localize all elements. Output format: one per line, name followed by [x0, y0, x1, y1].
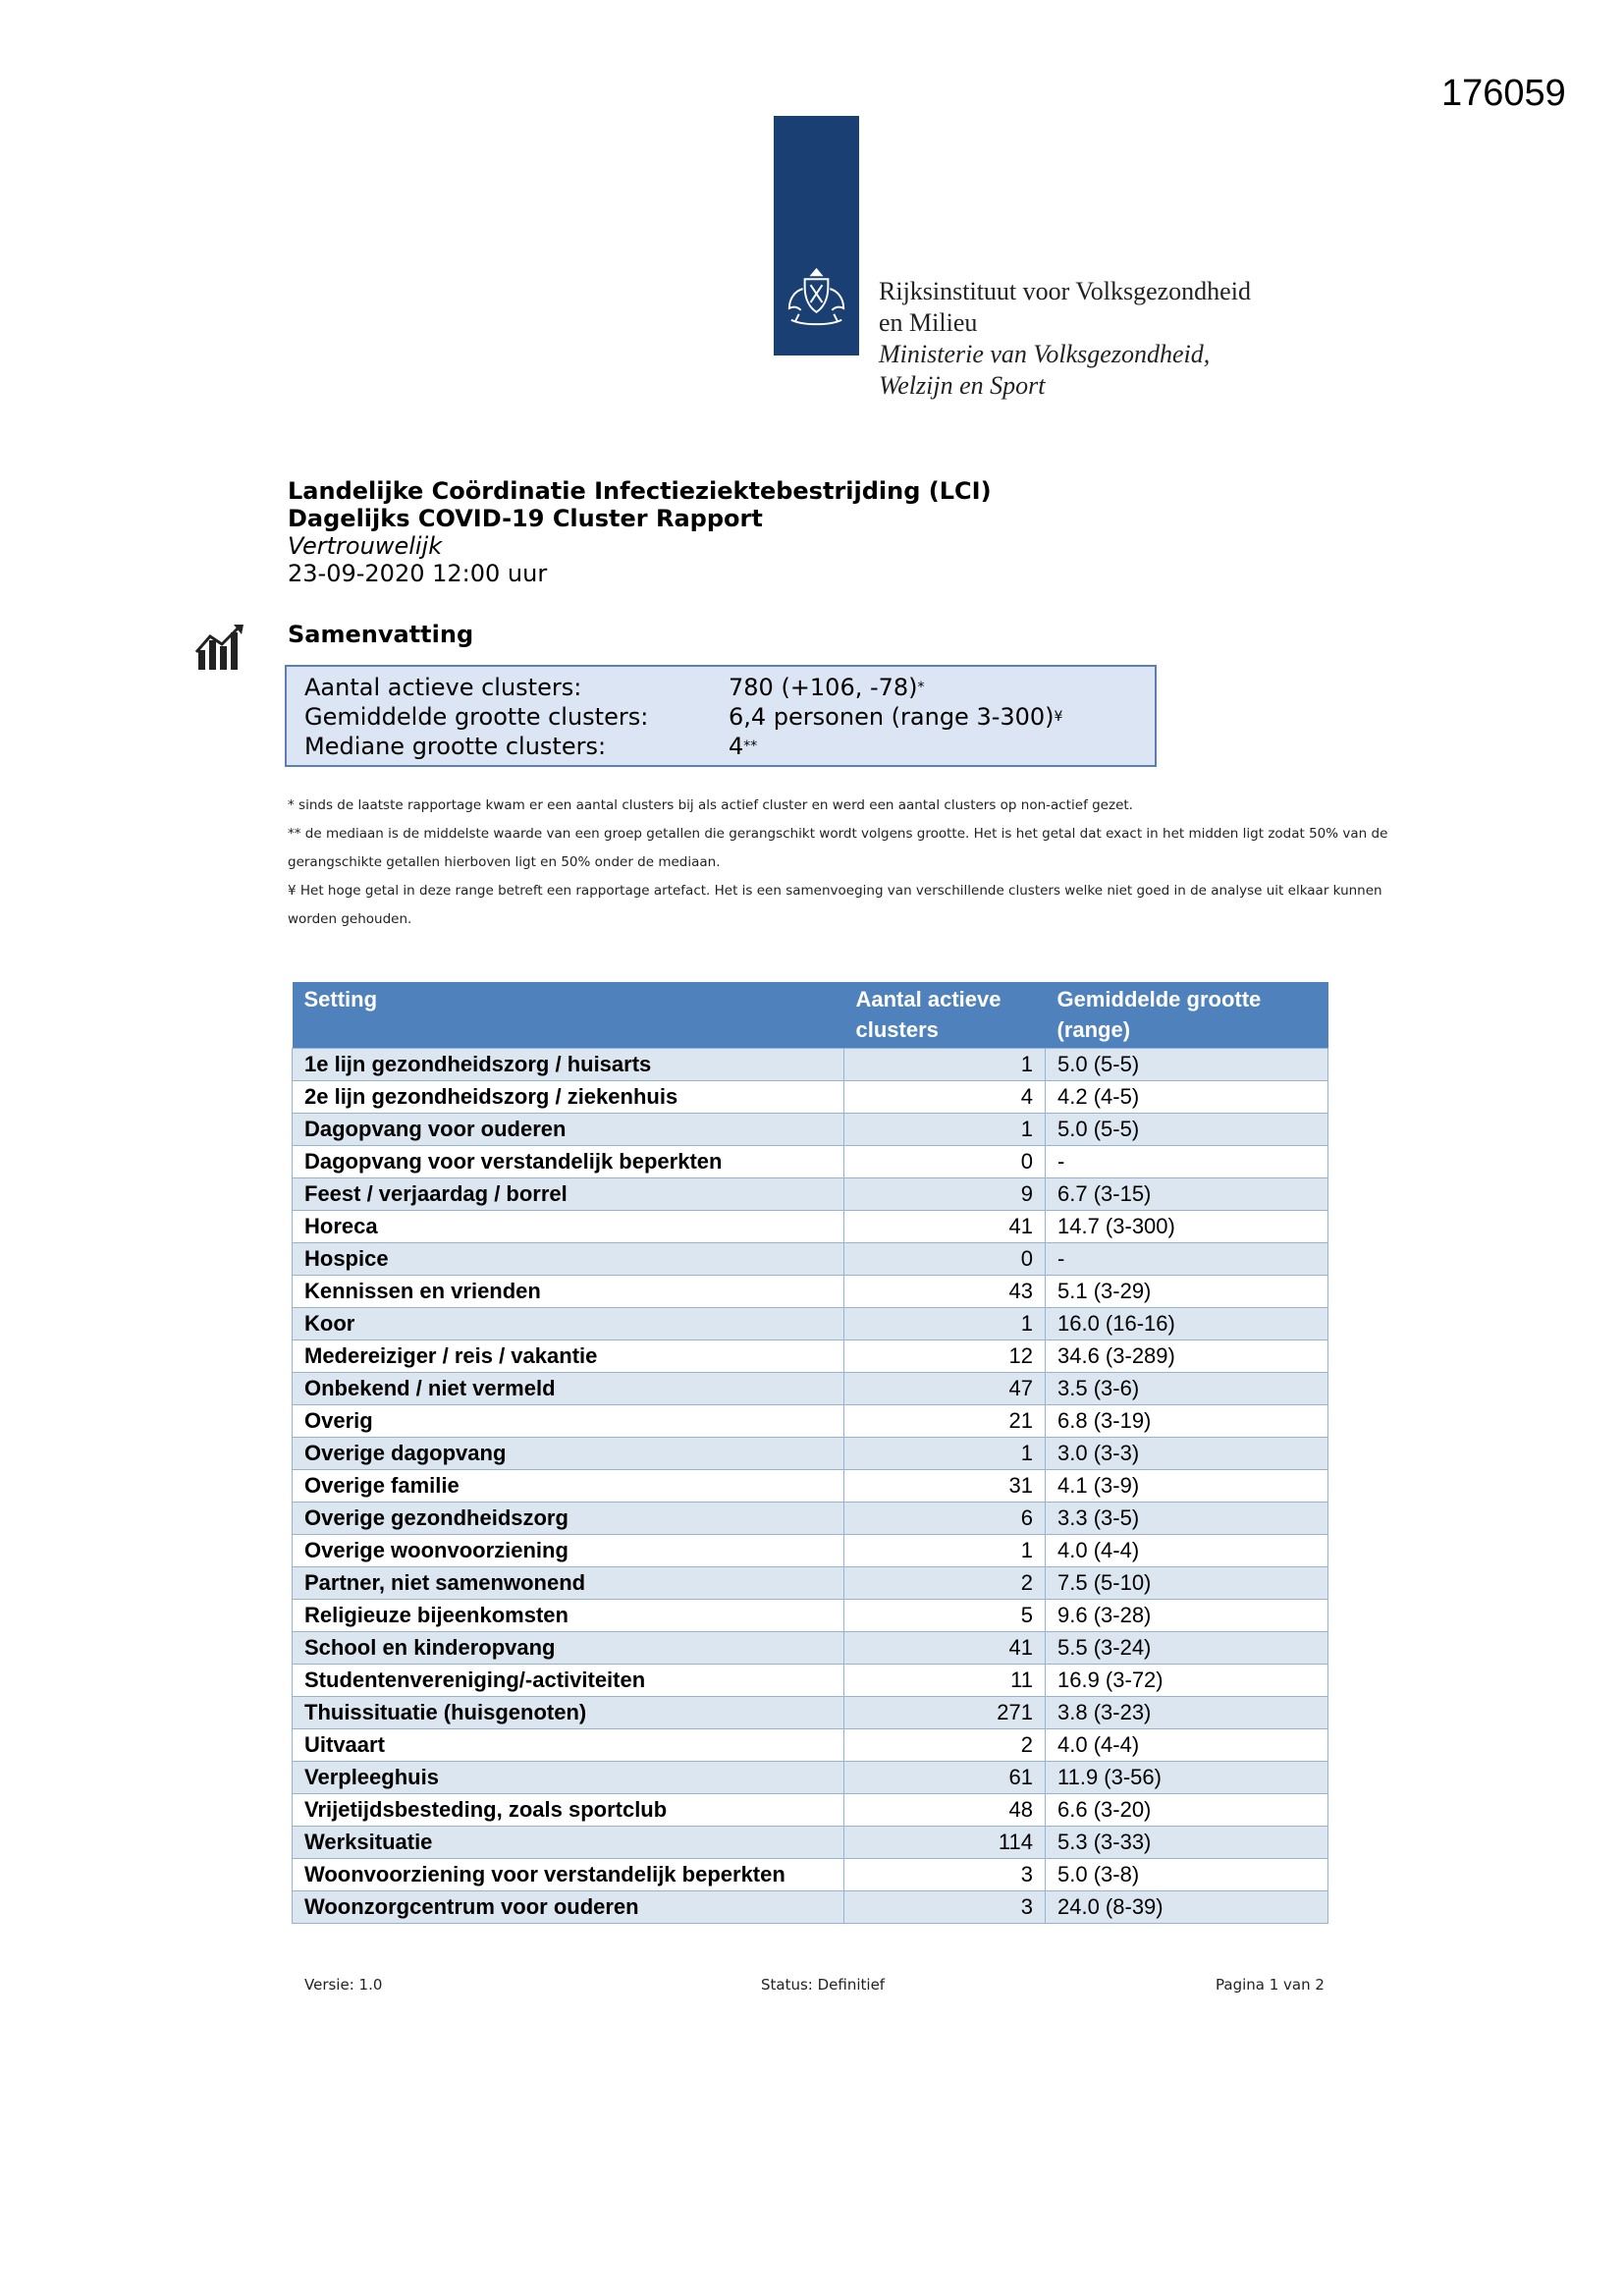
active-clusters-cell: 1	[844, 1114, 1046, 1146]
summary-value-text: 4	[729, 733, 744, 760]
footnotes	[288, 792, 1427, 934]
footnote-mark: *	[917, 680, 925, 695]
mean-size-cell: 24.0 (8-39)	[1046, 1891, 1328, 1924]
table-body	[293, 1049, 1328, 1924]
footnote-mark: ¥	[1054, 709, 1063, 725]
setting-cell: Overige gezondheidszorg	[293, 1503, 844, 1535]
table-row	[293, 1243, 1328, 1276]
report-title: Landelijke Coördinatie Infectieziektebestrijding (LCI)	[288, 477, 992, 505]
setting-cell: Woonvoorziening voor verstandelijk beperkten	[293, 1859, 844, 1891]
setting-cell: Overige dagopvang	[293, 1438, 844, 1470]
header-mean-size: Gemiddelde grootte (range)	[1046, 982, 1328, 1049]
active-clusters-cell: 1	[844, 1535, 1046, 1567]
mean-size-cell: 34.6 (3-289)	[1046, 1340, 1328, 1373]
table-row	[293, 1081, 1328, 1114]
table-row	[293, 1211, 1328, 1243]
active-clusters-cell: 0	[844, 1146, 1046, 1178]
setting-cell: Verpleeghuis	[293, 1762, 844, 1794]
active-clusters-cell: 114	[844, 1827, 1046, 1859]
org-line-1: Rijksinstituut voor Volksgezondheid	[879, 277, 1251, 305]
active-clusters-cell: 21	[844, 1405, 1046, 1438]
active-clusters-cell: 47	[844, 1373, 1046, 1405]
footer-version: Versie: 1.0	[304, 1976, 383, 1994]
active-clusters-cell: 1	[844, 1438, 1046, 1470]
table-row	[293, 1049, 1328, 1081]
setting-cell: Dagopvang voor verstandelijk beperkten	[293, 1146, 844, 1178]
setting-cell: 2e lijn gezondheidszorg / ziekenhuis	[293, 1081, 844, 1114]
table-row	[293, 1697, 1328, 1729]
summary-value-active	[729, 673, 925, 702]
setting-cell: 1e lijn gezondheidszorg / huisarts	[293, 1049, 844, 1081]
active-clusters-cell: 48	[844, 1794, 1046, 1827]
chart-trend-icon	[194, 623, 247, 672]
mean-size-cell: 4.0 (4-4)	[1046, 1535, 1328, 1567]
table-row	[293, 1632, 1328, 1665]
table-row	[293, 1503, 1328, 1535]
mean-size-cell: 6.8 (3-19)	[1046, 1405, 1328, 1438]
table-row	[293, 1762, 1328, 1794]
table-header-row	[293, 982, 1328, 1049]
active-clusters-cell: 271	[844, 1697, 1046, 1729]
setting-cell: Vrijetijdsbesteding, zoals sportclub	[293, 1794, 844, 1827]
mean-size-cell: 3.0 (3-3)	[1046, 1438, 1328, 1470]
summary-label-median: Mediane grootte clusters:	[304, 733, 607, 760]
footnote-3: ¥ Het hoge getal in deze range betreft een rapportage artefact. Het is een samenvoeging van verschillende clusters welke niet goed in de analyse uit elkaar kunnen worden gehouden.	[288, 883, 1382, 927]
setting-cell: Hospice	[293, 1243, 844, 1276]
active-clusters-cell: 43	[844, 1276, 1046, 1308]
mean-size-cell: -	[1046, 1243, 1328, 1276]
active-clusters-cell: 6	[844, 1503, 1046, 1535]
setting-cell: Studentenvereniging/-activiteiten	[293, 1665, 844, 1697]
table-row	[293, 1178, 1328, 1211]
summary-value-text: 6,4 personen (range 3-300)	[729, 703, 1055, 731]
rijksoverheid-logo	[774, 116, 859, 355]
setting-cell: Dagopvang voor ouderen	[293, 1114, 844, 1146]
setting-cell: Kennissen en vrienden	[293, 1276, 844, 1308]
summary-label-active: Aantal actieve clusters:	[304, 674, 582, 701]
table-row	[293, 1827, 1328, 1859]
footnote-mark: **	[743, 738, 758, 754]
mean-size-cell: 6.7 (3-15)	[1046, 1178, 1328, 1211]
table-row	[293, 1600, 1328, 1632]
active-clusters-cell: 4	[844, 1081, 1046, 1114]
footnote-1: * sinds de laatste rapportage kwam er een aantal clusters bij als actief cluster en werd een aantal clusters op non-actief gezet.	[288, 797, 1133, 813]
mean-size-cell: 5.1 (3-29)	[1046, 1276, 1328, 1308]
setting-cell: Feest / verjaardag / borrel	[293, 1178, 844, 1211]
organisation-name	[879, 276, 1251, 402]
mean-size-cell: 5.0 (5-5)	[1046, 1049, 1328, 1081]
mean-size-cell: 5.0 (3-8)	[1046, 1859, 1328, 1891]
summary-value-mean	[729, 702, 1062, 732]
confidential-label: Vertrouwelijk	[288, 532, 443, 560]
table-row	[293, 1859, 1328, 1891]
setting-cell: Koor	[293, 1308, 844, 1340]
setting-cell: Thuissituatie (huisgenoten)	[293, 1697, 844, 1729]
active-clusters-cell: 11	[844, 1665, 1046, 1697]
active-clusters-cell: 2	[844, 1567, 1046, 1600]
mean-size-cell: 16.0 (16-16)	[1046, 1308, 1328, 1340]
table-row	[293, 1470, 1328, 1503]
active-clusters-cell: 5	[844, 1600, 1046, 1632]
mean-size-cell: 4.0 (4-4)	[1046, 1729, 1328, 1762]
settings-table	[292, 982, 1328, 1924]
setting-cell: Uitvaart	[293, 1729, 844, 1762]
footer-page: Pagina 1 van 2	[1216, 1976, 1325, 1994]
active-clusters-cell: 3	[844, 1859, 1046, 1891]
table-row	[293, 1308, 1328, 1340]
table-row	[293, 1146, 1328, 1178]
table-row	[293, 1114, 1328, 1146]
active-clusters-cell: 61	[844, 1762, 1046, 1794]
header-active-clusters: Aantal actieve clusters	[844, 982, 1046, 1049]
org-line-3: Ministerie van Volksgezondheid,	[879, 340, 1211, 368]
mean-size-cell: 3.3 (3-5)	[1046, 1503, 1328, 1535]
setting-cell: Partner, niet samenwonend	[293, 1567, 844, 1600]
mean-size-cell: 4.2 (4-5)	[1046, 1081, 1328, 1114]
table-row	[293, 1438, 1328, 1470]
header-setting: Setting	[293, 982, 844, 1049]
mean-size-cell: 3.8 (3-23)	[1046, 1697, 1328, 1729]
mean-size-cell: 9.6 (3-28)	[1046, 1600, 1328, 1632]
setting-cell: Overig	[293, 1405, 844, 1438]
setting-cell: Woonzorgcentrum voor ouderen	[293, 1891, 844, 1924]
table-row	[293, 1373, 1328, 1405]
org-line-4: Welzijn en Sport	[879, 371, 1046, 400]
active-clusters-cell: 2	[844, 1729, 1046, 1762]
active-clusters-cell: 1	[844, 1308, 1046, 1340]
footer-status: Status: Definitief	[761, 1976, 886, 1994]
mean-size-cell: 4.1 (3-9)	[1046, 1470, 1328, 1503]
setting-cell: Overige familie	[293, 1470, 844, 1503]
setting-cell: Overige woonvoorziening	[293, 1535, 844, 1567]
table-row	[293, 1276, 1328, 1308]
summary-value-text: 780 (+106, -78)	[729, 674, 918, 701]
table-row	[293, 1340, 1328, 1373]
mean-size-cell: 14.7 (3-300)	[1046, 1211, 1328, 1243]
mean-size-cell: 3.5 (3-6)	[1046, 1373, 1328, 1405]
rijksoverheid-crest-icon	[778, 263, 855, 332]
active-clusters-cell: 41	[844, 1211, 1046, 1243]
report-subtitle: Dagelijks COVID-19 Cluster Rapport	[288, 505, 763, 532]
report-datetime: 23-09-2020 12:00 uur	[288, 560, 548, 587]
active-clusters-cell: 3	[844, 1891, 1046, 1924]
mean-size-cell: 5.5 (3-24)	[1046, 1632, 1328, 1665]
setting-cell: School en kinderopvang	[293, 1632, 844, 1665]
active-clusters-cell: 1	[844, 1049, 1046, 1081]
table-row	[293, 1729, 1328, 1762]
active-clusters-cell: 41	[844, 1632, 1046, 1665]
setting-cell: Werksituatie	[293, 1827, 844, 1859]
mean-size-cell: 5.0 (5-5)	[1046, 1114, 1328, 1146]
setting-cell: Medereiziger / reis / vakantie	[293, 1340, 844, 1373]
document-number: 176059	[1441, 73, 1566, 114]
mean-size-cell: 7.5 (5-10)	[1046, 1567, 1328, 1600]
active-clusters-cell: 12	[844, 1340, 1046, 1373]
mean-size-cell: 11.9 (3-56)	[1046, 1762, 1328, 1794]
mean-size-cell: 5.3 (3-33)	[1046, 1827, 1328, 1859]
mean-size-cell: 16.9 (3-72)	[1046, 1665, 1328, 1697]
mean-size-cell: -	[1046, 1146, 1328, 1178]
setting-cell: Onbekend / niet vermeld	[293, 1373, 844, 1405]
table-row	[293, 1794, 1328, 1827]
table-row	[293, 1567, 1328, 1600]
active-clusters-cell: 31	[844, 1470, 1046, 1503]
table-row	[293, 1891, 1328, 1924]
summary-value-median	[729, 732, 757, 761]
org-line-2: en Milieu	[879, 308, 978, 337]
table-row	[293, 1535, 1328, 1567]
active-clusters-cell: 0	[844, 1243, 1046, 1276]
table-row	[293, 1665, 1328, 1697]
summary-label-mean: Gemiddelde grootte clusters:	[304, 703, 649, 731]
footnote-2: ** de mediaan is de middelste waarde van een groep getallen die gerangschikt wordt volgens grootte. Het is het getal dat exact in het midden ligt zodat 50% van de gerangschikte getallen hierboven ligt en 50% onder de mediaan.	[288, 826, 1388, 870]
setting-cell: Religieuze bijeenkomsten	[293, 1600, 844, 1632]
mean-size-cell: 6.6 (3-20)	[1046, 1794, 1328, 1827]
active-clusters-cell: 9	[844, 1178, 1046, 1211]
table-row	[293, 1405, 1328, 1438]
summary-box	[285, 665, 1157, 767]
setting-cell: Horeca	[293, 1211, 844, 1243]
report-header	[288, 477, 992, 587]
summary-title: Samenvatting	[288, 621, 474, 648]
